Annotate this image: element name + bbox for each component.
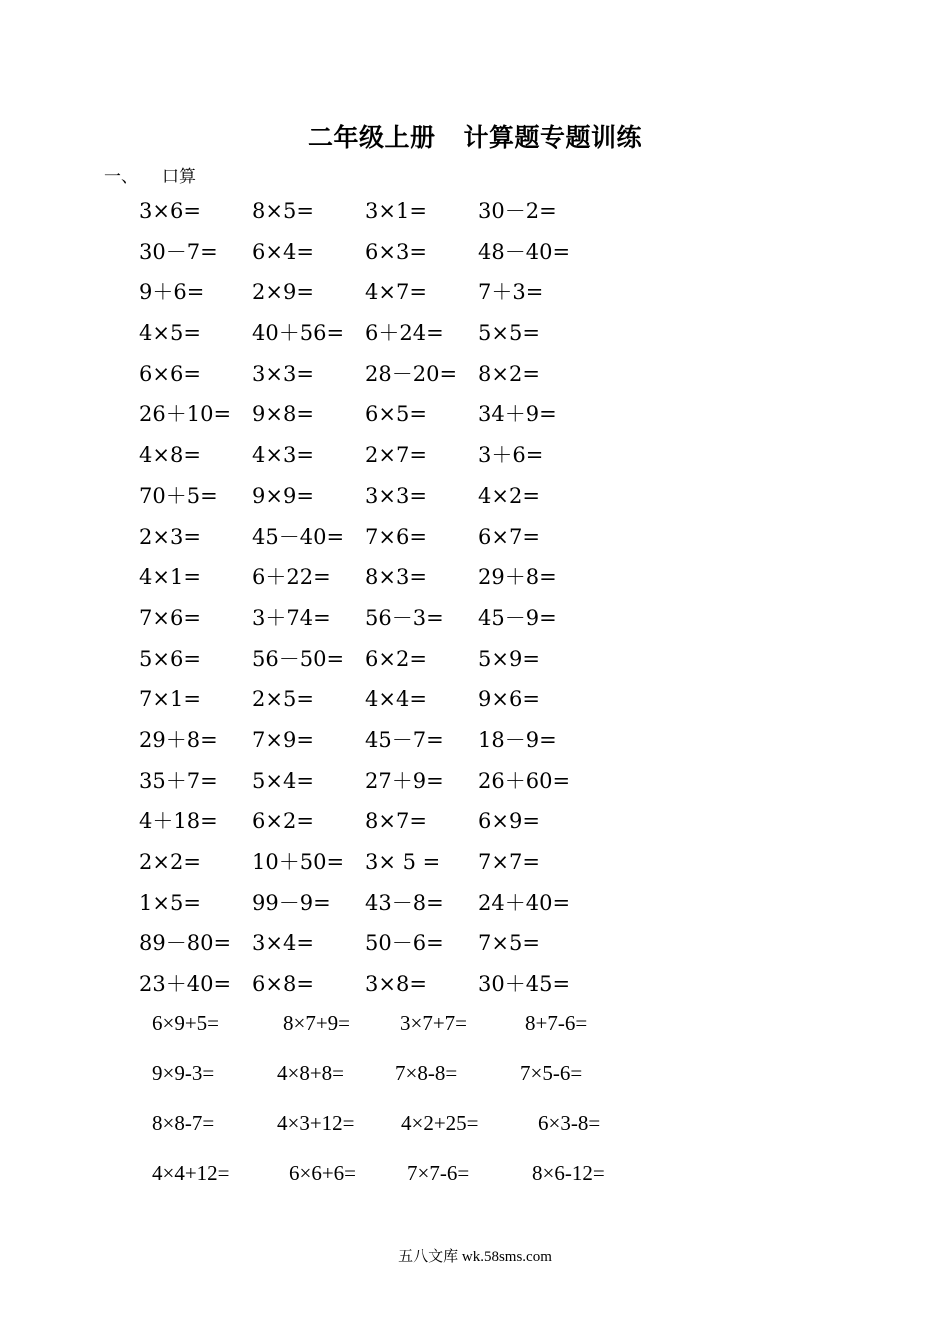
problem-item: 7×8-8=	[395, 1061, 458, 1085]
problem-item: 8×7+9=	[283, 1011, 351, 1035]
problem-item: 6×6+6=	[289, 1161, 357, 1185]
problem-item: 4×2=	[478, 483, 540, 508]
problem-item: 3×8=	[365, 972, 427, 997]
problem-item: 6×3=	[365, 239, 427, 264]
problem-item: 7×7=	[478, 850, 540, 874]
problem-item: 4×3=	[252, 443, 314, 468]
problem-item: 9×9=	[252, 483, 314, 508]
problem-item: 8×8-7=	[152, 1111, 215, 1135]
problem-item: 35＋7=	[139, 768, 218, 793]
problem-item: 26＋60=	[478, 768, 571, 793]
problem-item: 27＋9=	[365, 768, 444, 793]
section-heading	[104, 162, 196, 187]
problem-item: 4×2+25=	[401, 1111, 479, 1135]
problem-item: 6×9=	[478, 809, 540, 834]
problem-item: 4＋18=	[139, 809, 218, 834]
problem-item: 7×5=	[478, 931, 540, 956]
problem-item: 2×5=	[252, 687, 314, 712]
problem-item: 7×6=	[139, 605, 201, 630]
title-part-1: 二年级上册	[307, 123, 436, 152]
problem-item: 6×6=	[139, 361, 201, 386]
problem-item: 34＋9=	[478, 402, 557, 427]
mixed-row	[0, 1158, 950, 1208]
problem-item: 30－7=	[139, 239, 218, 264]
mixed-row	[0, 1058, 950, 1108]
problem-item: 3×7+7=	[400, 1011, 468, 1035]
problem-item: 4×3+12=	[277, 1111, 355, 1135]
problem-item: 45－40=	[252, 524, 345, 549]
problem-item: 5×9=	[478, 646, 540, 671]
problem-item: 7×6=	[365, 524, 427, 549]
problem-item: 1×5=	[139, 890, 201, 915]
problem-item: 56－3=	[365, 605, 444, 630]
problem-item: 6×2=	[252, 809, 314, 834]
problem-item: 3＋74=	[252, 605, 331, 630]
problem-item: 30＋45=	[478, 972, 571, 997]
section-label: 口算	[162, 167, 196, 187]
problem-item: 6×4=	[252, 239, 314, 264]
problem-item: 6＋22=	[252, 565, 331, 590]
problem-item: 8×6-12=	[532, 1161, 605, 1185]
problem-item: 8×3=	[365, 565, 427, 590]
problem-item: 3×3=	[365, 483, 427, 508]
problem-item: 7×9=	[252, 727, 314, 752]
mixed-calculation-grid	[0, 1008, 950, 1208]
mixed-row	[0, 1108, 950, 1158]
problem-item: 26＋10=	[139, 402, 232, 427]
problem-item: 4×1=	[139, 565, 201, 590]
problem-item: 24＋40=	[478, 890, 571, 915]
problem-item: 4×4+12=	[152, 1161, 230, 1185]
problem-item: 7×7-6=	[407, 1161, 470, 1185]
mixed-row	[0, 1008, 950, 1058]
problem-item: 3×1=	[365, 199, 427, 223]
problem-item: 3×6=	[139, 199, 201, 223]
title-part-2: 计算题专题训练	[463, 123, 643, 152]
oral-calculation-grid	[139, 196, 659, 1010]
section-number: 一、	[104, 167, 138, 187]
problem-item: 5×5=	[478, 321, 540, 346]
problem-item: 7＋3=	[478, 280, 544, 305]
problem-item: 4×8+8=	[277, 1061, 345, 1085]
problem-item: 5×4=	[252, 768, 314, 793]
problem-item: 7×1=	[139, 687, 201, 712]
problem-item: 9×6=	[478, 687, 540, 712]
problem-item: 4×5=	[139, 321, 201, 346]
problem-item: 50－6=	[365, 931, 444, 956]
page-title	[0, 118, 950, 154]
problem-item: 99－9=	[252, 890, 331, 915]
problem-item: 6×3-8=	[538, 1111, 601, 1135]
problem-item: 2×3=	[139, 524, 201, 549]
problem-item: 6×9+5=	[152, 1011, 220, 1035]
problem-item: 6＋24=	[365, 321, 444, 346]
problem-item: 9＋6=	[139, 280, 205, 305]
problem-item: 30－2=	[478, 199, 557, 223]
problem-item: 45－7=	[365, 727, 444, 752]
problem-item: 4×7=	[365, 280, 427, 305]
problem-item: 3×4=	[252, 931, 314, 956]
problem-item: 89－80=	[139, 931, 232, 956]
problem-item: 2×2=	[139, 850, 201, 874]
problem-item: 18－9=	[478, 727, 557, 752]
problem-item: 2×9=	[252, 280, 314, 305]
problem-item: 8×7=	[365, 809, 427, 834]
problem-item: 3×3=	[252, 361, 314, 386]
problem-item: 6×7=	[478, 524, 540, 549]
problem-item: 3× 5 =	[365, 850, 441, 874]
problem-item: 6×5=	[365, 402, 427, 427]
footer-watermark: 五八文库 wk.58sms.com	[398, 1249, 552, 1265]
problem-item: 40＋56=	[252, 321, 345, 346]
problem-item: 6×2=	[365, 646, 427, 671]
problem-item: 48－40=	[478, 239, 571, 264]
problem-item: 8×2=	[478, 361, 540, 386]
problem-item: 3＋6=	[478, 443, 544, 468]
problem-item: 6×8=	[252, 972, 314, 997]
problem-item: 29＋8=	[139, 727, 218, 752]
problem-item: 4×8=	[139, 443, 201, 468]
problem-item: 56－50=	[252, 646, 345, 671]
problem-item: 9×9-3=	[152, 1061, 215, 1085]
problem-item: 43－8=	[365, 890, 444, 915]
problem-item: 8+7-6=	[525, 1011, 588, 1035]
problem-item: 29＋8=	[478, 565, 557, 590]
problem-item: 70＋5=	[139, 483, 218, 508]
problem-item: 45－9=	[478, 605, 557, 630]
problem-item: 9×8=	[252, 402, 314, 427]
problem-item: 5×6=	[139, 646, 201, 671]
problem-item: 10＋50=	[252, 850, 345, 874]
problem-item: 7×5-6=	[520, 1061, 583, 1085]
problem-item: 8×5=	[252, 199, 314, 223]
problem-item: 28－20=	[365, 361, 458, 386]
problem-item: 23＋40=	[139, 972, 232, 997]
problem-item: 2×7=	[365, 443, 427, 468]
problem-item: 4×4=	[365, 687, 427, 712]
